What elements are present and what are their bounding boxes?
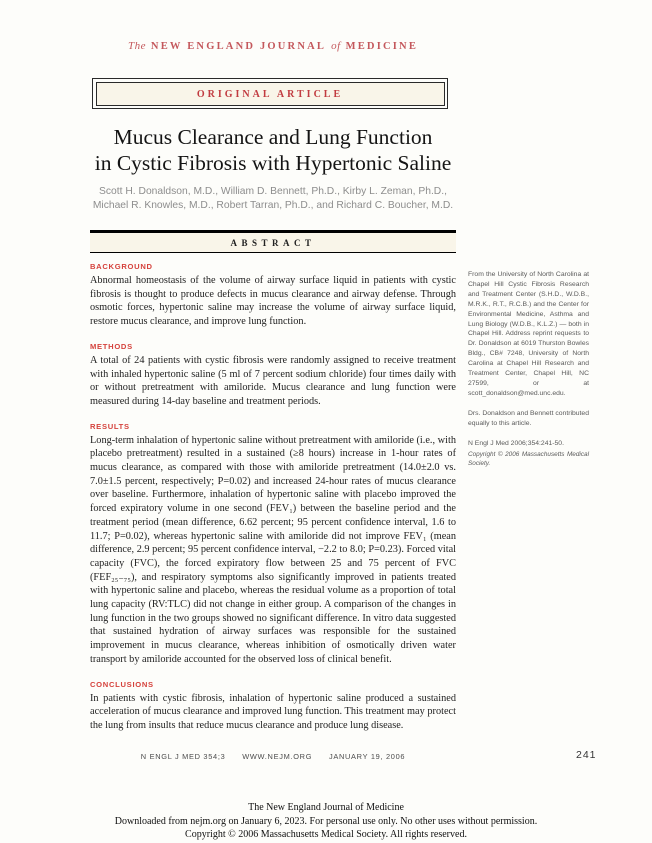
running-footer <box>90 752 456 761</box>
section-heading-conclusions: CONCLUSIONS <box>90 679 154 689</box>
author-list-line1: Scott H. Donaldson, M.D., William D. Bennett, Ph.D., Kirby L. Zeman, Ph.D., <box>99 186 447 197</box>
article-title-line2: in Cystic Fibrosis with Hypertonic Saline <box>94 151 452 175</box>
journal-masthead <box>90 40 456 52</box>
original-article-banner <box>92 78 448 109</box>
masthead-of: of <box>331 40 341 52</box>
section-heading-methods: METHODS <box>90 341 133 351</box>
copyright-note: Copyright © 2006 Massachusetts Medical Society. <box>468 450 589 468</box>
section-text-background: Abnormal homeostasis of the volume of airway surface liquid in patients with cystic fibrosis is thought to produce defects in mucus clearance and airway defense. Through osmotic forces, hypertonic saline may increase the volume of airway surface liquid, restore mucus clearance, and improve lung function. <box>90 275 456 328</box>
affiliation-text: From the University of North Carolina at Chapel Hill Cystic Fibrosis Research and Treatment Center (S.H.D., W.D.B., M.R.K., R.T., R.C.B.) and the Center for Environmental Medicine, Asthma and Lung Biology (W.D.B., K.L.Z.) — both in Chapel Hill. Address reprint requests to Dr. Donaldson at 6019 Thurston Bowles Bldg., CB# 7248, University of North Carolina at Chapel Hill Research and Treatment Center, Chapel Hill, NC 27599, or at scott_donaldson@med.unc.edu. <box>468 271 589 397</box>
affiliation-sidebar <box>468 270 589 469</box>
section-text-conclusions: In patients with cystic fibrosis, inhalation of hypertonic saline produced a sustained acceleration of mucus clearance and improved lung function. This treatment may protect the lung from insults that reduce mucus clearance and produce lung disease. <box>90 692 456 731</box>
author-list-line2: Michael R. Knowles, M.D., Robert Tarran, Ph.D., and Richard C. Boucher, M.D. <box>92 200 454 211</box>
abstract-label: ABSTRACT <box>230 238 316 248</box>
abstract-body-column <box>90 262 456 733</box>
article-title-line1: Mucus Clearance and Lung Function <box>113 125 433 149</box>
footer-date: JANUARY 19, 2006 <box>328 752 406 761</box>
citation-text: N Engl J Med 2006;354:241-50. <box>468 439 564 447</box>
download-notice-line1: The New England Journal of Medicine <box>248 802 404 813</box>
original-article-label: ORIGINAL ARTICLE <box>96 82 445 106</box>
section-heading-results: RESULTS <box>90 421 130 431</box>
footer-website: WWW.NEJM.ORG <box>242 752 313 761</box>
article-title <box>60 124 486 176</box>
download-notice-line3: Copyright © 2006 Massachusetts Medical Society. All rights reserved. <box>185 829 467 840</box>
footer-journal-ref: N ENGL J MED 354;3 <box>140 752 226 761</box>
download-notice-line2: Downloaded from nejm.org on January 6, 2023. For personal use only. No other uses without permission. <box>114 815 538 827</box>
section-text-results: Long-term inhalation of hypertonic saline without pretreatment with amiloride (i.e., with placebo pretreatment) resulted in a sustained (≥8 hours) increase in 1-hour rates of mucus clearance, as compared with those with amiloride pretreatment (14.0±2.0 vs. 7.0±1.5 percent, respectively; P=0.02) and increased 24-hour rates of mucus clearance over baseline. Furthermore, inhalation of hypertonic saline with placebo improved the forced expiratory volume in one second (FEV₁) between the baseline period and the treatment period (mean difference, 6.62 percent; 95 percent confidence interval, 1.6 to 11.7; P=0.02), whereas hypertonic saline with amiloride did not improve FEV₁ (mean difference, 2.9 percent; 95 percent confidence interval, −2.2 to 8.0; P=0.23). Forced vital capacity (FVC), the forced expiratory flow between 25 and 75 percent of FVC (FEF₂₅₋₇₅), and respiratory symptoms also significantly improved in patients treated with hypertonic saline and placebo, whereas the residual volume as a proportion of total lung capacity (RV:TLC) did not change in either group. A comparison of the changes in lung function in the two groups showed no significant difference. In vitro data suggested that sustained hydration of airway surfaces was responsible for the sustained improvement in mucus clearance, whereas inhibition of osmotically driven water transport by amiloride accounted for the observed loss of clinical benefit. <box>90 434 456 665</box>
section-text-methods: A total of 24 patients with cystic fibrosis were randomly assigned to receive treatment with inhaled hypertonic saline (5 ml of 7 percent sodium chloride) four times daily with or without pretreatment with amiloride. Mucus clearance and lung function were measured during 14-day baseline and treatment periods. <box>90 354 456 407</box>
masthead-the: The <box>127 40 146 52</box>
section-heading-background: BACKGROUND <box>90 262 153 271</box>
contribution-note: Drs. Donaldson and Bennett contributed equally to this article. <box>468 409 589 427</box>
page-number: 241 <box>576 749 597 761</box>
author-list <box>60 185 486 213</box>
download-notice <box>0 801 652 842</box>
masthead-title-part2: MEDICINE <box>345 41 419 52</box>
masthead-title-part1: NEW ENGLAND JOURNAL <box>150 41 327 52</box>
abstract-divider-bar <box>90 230 456 253</box>
